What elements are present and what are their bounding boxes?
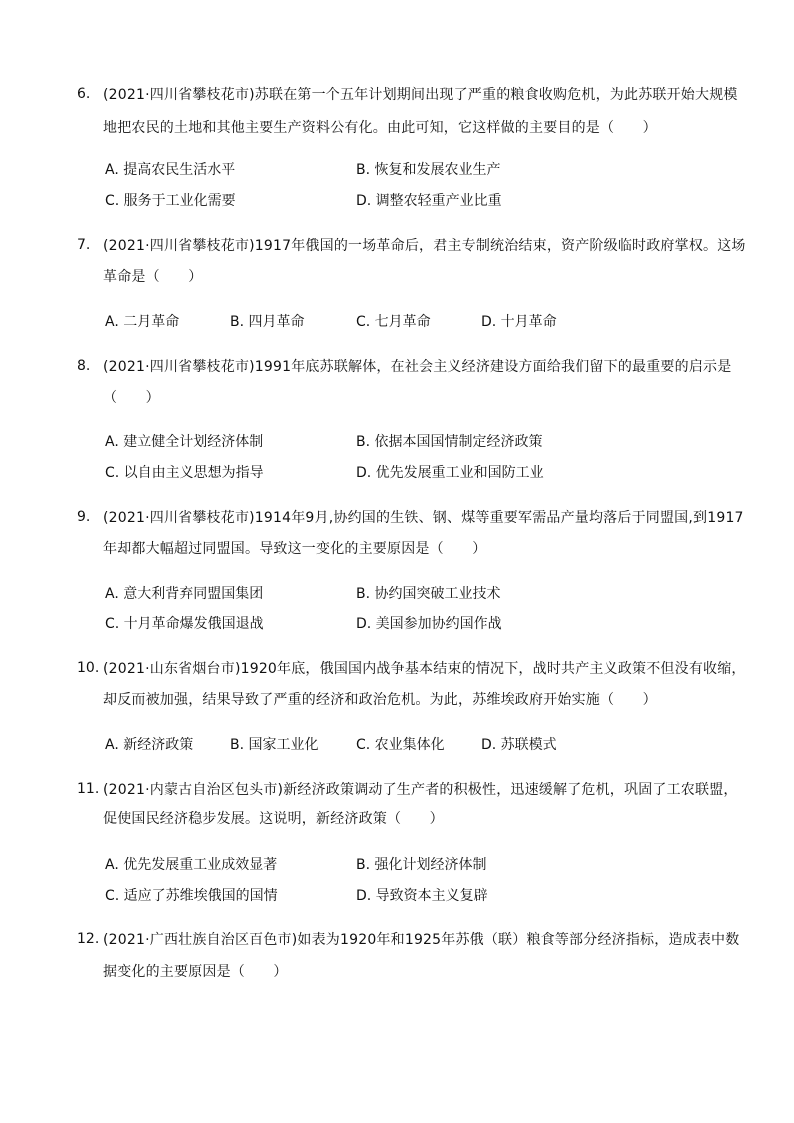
option-c[interactable]: C. 以自由主义思想为指导 (105, 465, 264, 481)
question-stem-line: (2021·山东省烟台市)1920年底，俄国国内战争基本结束的情况下，战时共产主义政策不但没有收缩， (103, 661, 746, 677)
option-a[interactable]: A. 提高农民生活水平 (105, 162, 236, 178)
question-number: 9. (77, 509, 91, 525)
question-stem-line: (2021·四川省攀枝花市)1917年俄国的一场革命后，君主专制统治结束，资产阶级临时政府掌权。这场 (103, 238, 746, 254)
question-number: 8. (77, 358, 91, 374)
question-stem-line: (2021·内蒙古自治区包头市)新经济政策调动了生产者的积极性，迅速缓解了危机，巩固了工农联盟， (103, 782, 738, 798)
option-a[interactable]: A. 意大利背弃同盟国集团 (105, 586, 264, 602)
question-number: 6. (77, 86, 91, 102)
question-stem-line: 却反而被加强，结果导致了严重的经济和政治危机。为此，苏维埃政府开始实施（ ） (103, 692, 657, 708)
option-d[interactable]: D. 美国参加协约国作战 (356, 616, 502, 632)
option-d[interactable]: D. 十月革命 (481, 314, 557, 330)
option-d[interactable]: D. 导致资本主义复辟 (356, 888, 488, 904)
option-b[interactable]: B. 依据本国国情制定经济政策 (356, 434, 543, 450)
option-d[interactable]: D. 苏联模式 (481, 737, 557, 753)
option-b[interactable]: B. 协约国突破工业技术 (356, 586, 501, 602)
option-a[interactable]: A. 二月革命 (105, 314, 180, 330)
option-b[interactable]: B. 强化计划经济体制 (356, 857, 487, 873)
question-stem-line: 年却都大幅超过同盟国。导致这一变化的主要原因是（ ） (103, 541, 487, 557)
question-stem-line: 据变化的主要原因是（ ） (103, 964, 288, 980)
question-stem-line: (2021·四川省攀枝花市)1914年9月,协约国的生铁、钢、煤等重要军需品产量均落后于同盟国,到1917 (103, 510, 744, 526)
option-d[interactable]: D. 优先发展重工业和国防工业 (356, 465, 544, 481)
question-stem-line: 革命是（ ） (103, 269, 203, 285)
option-a[interactable]: A. 新经济政策 (105, 737, 194, 753)
question-number: 10. (77, 660, 100, 676)
question-stem-line: (2021·广西壮族自治区百色市)如表为1920年和1925年苏俄（联）粮食等部分经济指标，造成表中数 (103, 932, 740, 948)
option-c[interactable]: C. 服务于工业化需要 (105, 193, 236, 209)
question-stem-line: （ ） (103, 390, 160, 406)
question-number: 7. (77, 237, 91, 253)
question-number: 11. (77, 781, 100, 797)
question-stem-line: 地把农民的土地和其他主要生产资料公有化。由此可知，它这样做的主要目的是（ ） (103, 120, 657, 136)
option-b[interactable]: B. 恢复和发展农业生产 (356, 162, 501, 178)
option-c[interactable]: C. 农业集体化 (356, 737, 445, 753)
question-stem-line: (2021·四川省攀枝花市)苏联在第一个五年计划期间出现了严重的粮食收购危机，为此苏联开始大规模 (103, 87, 738, 103)
option-b[interactable]: B. 四月革命 (230, 314, 305, 330)
question-number: 12. (77, 931, 100, 947)
option-c[interactable]: C. 七月革命 (356, 314, 431, 330)
option-a[interactable]: A. 建立健全计划经济体制 (105, 434, 264, 450)
option-a[interactable]: A. 优先发展重工业成效显著 (105, 857, 278, 873)
option-d[interactable]: D. 调整农轻重产业比重 (356, 193, 502, 209)
option-c[interactable]: C. 适应了苏维埃俄国的国情 (105, 888, 278, 904)
option-b[interactable]: B. 国家工业化 (230, 737, 319, 753)
question-stem-line: (2021·四川省攀枝花市)1991年底苏联解体，在社会主义经济建设方面给我们留下的最重要的启示是 (103, 359, 732, 375)
question-stem-line: 促使国民经济稳步发展。这说明，新经济政策（ ） (103, 811, 444, 827)
option-c[interactable]: C. 十月革命爆发俄国退战 (105, 616, 264, 632)
